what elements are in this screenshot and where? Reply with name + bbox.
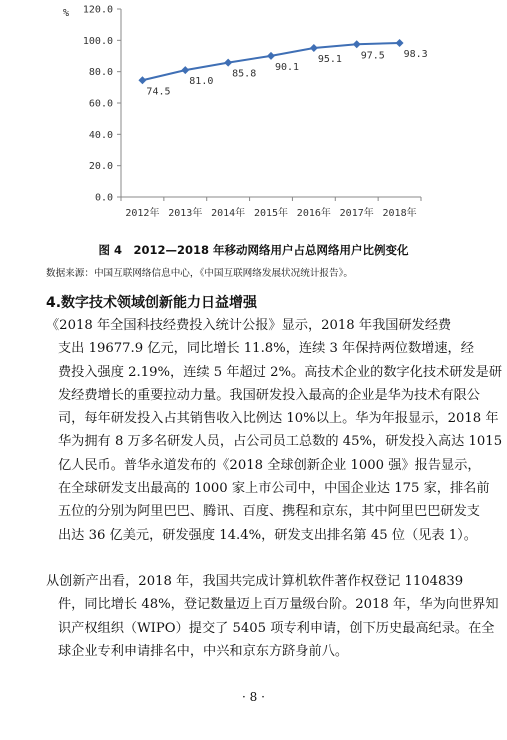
text-line: 识产权组织（WIPO）提交了 5405 项专利申请，创下历史最高纪录。在全 (58, 620, 495, 636)
y-tick-label: 120.0 (82, 4, 113, 16)
paragraph-1 (46, 314, 503, 547)
text-line: 《2018 年全国科技经费投入统计公报》显示，2018 年我国研发经费 (46, 318, 452, 333)
line-chart (0, 0, 507, 235)
data-point (310, 44, 318, 52)
x-tick-label: 2018年 (382, 208, 417, 219)
x-tick-label: 2015年 (253, 208, 289, 219)
text-line: 司，每年研发投入占其销售收入比例达 10%以上。华为年报显示，2018 年 (58, 411, 499, 427)
y-tick-label: 0.0 (94, 192, 113, 204)
y-tick-label: 40.0 (88, 129, 113, 141)
x-axis (121, 197, 421, 219)
text-line: 五位的分别为阿里巴巴、腾讯、百度、携程和京东，其中阿里巴巴研发支 (58, 504, 480, 520)
data-label: 95.1 (317, 54, 342, 66)
y-tick-label: 60.0 (88, 98, 113, 110)
y-axis-unit: % (63, 8, 70, 19)
data-point (353, 40, 361, 48)
page-number: · 8 · (242, 690, 265, 704)
text-line: 亿人民币。普华永道发布的《2018 全球创新企业 1000 强》报告显示， (58, 457, 481, 473)
data-label: 85.8 (232, 68, 257, 80)
y-tick-label: 100.0 (82, 35, 113, 47)
text-line: 费投入强度 2.19%，连续 5 年超过 2%。高技术企业的数字化技术研发是研 (58, 364, 503, 380)
y-tick-label: 80.0 (88, 67, 113, 79)
data-point (138, 76, 146, 84)
series-line (138, 39, 427, 97)
text-line: 华为拥有 8 万多名研发人员，占公司员工总数的 45%，研发投入高达 1015 (58, 434, 503, 450)
text-line: 出达 36 亿美元，研发强度 14.4%，研发支出排名第 45 位（见表 1）。 (58, 527, 477, 543)
text-line: 在全球研发支出最高的 1000 家上市公司中，中国企业达 175 家，排名前 (58, 481, 490, 497)
data-label: 98.3 (403, 48, 428, 60)
x-tick-label: 2013年 (168, 208, 203, 219)
data-point (224, 59, 232, 67)
data-label: 90.1 (275, 61, 300, 73)
text-line: 发经费增长的重要拉动力量。我国研发投入最高的企业是华为技术有限公 (58, 387, 480, 403)
x-tick-label: 2014年 (211, 208, 246, 219)
data-point (181, 66, 189, 74)
figure-caption: 图 4 2012—2018 年移动网络用户占总网络用户比例变化 (98, 243, 409, 257)
section-heading: 4.数字技术领域创新能力日益增强 (46, 295, 258, 311)
figure-source: 数据来源：中国互联网络信息中心，《中国互联网络发展状况统计报告》。 (46, 268, 353, 279)
data-point (396, 39, 404, 47)
data-point (267, 52, 275, 60)
data-label: 74.5 (146, 86, 171, 98)
y-tick-label: 20.0 (88, 161, 113, 173)
y-axis (63, 5, 121, 204)
text-line: 件，同比增长 48%，登记数量迈上百万量级台阶。2018 年，华为向世界知 (58, 597, 499, 613)
series-polyline (142, 43, 399, 80)
x-tick-label: 2016年 (296, 208, 331, 219)
x-tick-label: 2012年 (125, 208, 160, 219)
data-label: 81.0 (189, 76, 214, 88)
x-tick-label: 2017年 (339, 208, 374, 219)
text-line: 支出 19677.9 亿元，同比增长 11.8%，连续 3 年保持两位数增速，经 (58, 341, 474, 357)
data-label: 97.5 (360, 50, 385, 62)
text-line: 从创新产出看，2018 年，我国共完成计算机软件著作权登记 1104839 (46, 574, 464, 589)
text-line: 球企业专利申请排名中，中兴和京东方跻身前八。 (58, 643, 349, 659)
paragraph-2 (46, 570, 499, 663)
